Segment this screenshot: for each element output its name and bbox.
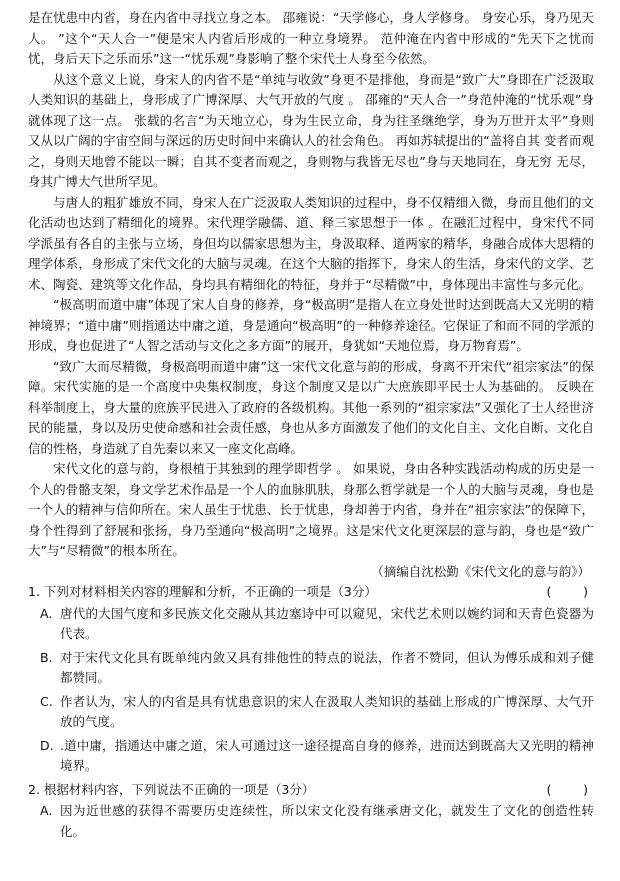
passage-paragraph: 从这个意义上说，身宋人的内省不是“单纯与收敛”身更不是排他，身而是“致广大”身即在广泛汲取人类知识的基础上，身形成了广博深厚、大气开放的气度 。 邵雍的“天人合一”身范仲淹的“忧乐观”身就体现了这一点。 张载的名言“为天地立心，身为生民立命，身为往圣继绝学，身为万世开太平”身则又从以广阔的宇宙空间与深远的历史时间中来确认人的社会角色。 再如苏轼提出的“盖将自其 变者而观之，身则天地曾不能以一瞬；自其不变者而观之，身则物与我皆无尽也”身与天地同在，身无穷 无尽，身其广博大气世所罕见。 — [28, 71, 594, 189]
option-d — [28, 736, 594, 777]
question-1 — [28, 582, 594, 777]
question-stem: 1. 下列对材料相关内容的理解和分析，不正确的一项是（3分） — [28, 584, 377, 599]
passage-paragraph: 是在忧患中内省，身在内省中寻找立身之本。 邵雍说：“天学修心，身人学修身。 身安心乐，身乃见天人。 ”这个“天人合一”便是宋人内省后形成的一种立身境界。 范仲淹在内省中形成的“先天下之忧而忧，身后天下之乐而乐”这一“忧乐观”身影响了整个宋代士人身至今依然。 — [28, 10, 594, 66]
option-letter: A. — [40, 803, 53, 818]
option-a — [28, 604, 594, 645]
option-letter: D. — [40, 737, 54, 753]
option-text: 对于宋代文化具有既单纯内敛又具有排他性的特点的说法，作者不赞同，但认为傅乐成和刘子健都赞同。 — [60, 649, 594, 685]
answer-blank: ( ) — [546, 584, 588, 599]
option-b — [28, 648, 594, 689]
answer-blank: ( ) — [546, 781, 588, 797]
question-2 — [28, 780, 594, 843]
question-stem-row — [28, 582, 594, 603]
option-text: .道中庸，指通达中庸之道，宋人可通过这一途径提高自身的修养，进而达到既高大又光明的精神境界。 — [60, 737, 594, 773]
option-letter: C. — [40, 693, 53, 709]
passage-paragraph: “极高明而道中庸”体现了宋人自身的修养，身“极高明”是指人在立身处世时达到既高大又光明的精神境界；“道中庸”则指通达中庸之道，身是通向“极高明”的一种修养途径。它保证了和而不同的学派的形成，身也促进了“人智之活动与文化之多方面”的展开，身犹如“天地位焉，身万物育焉”。 — [28, 297, 594, 353]
option-c — [28, 692, 594, 733]
passage-source: （摘编自沈松勤《宋代文化的意与韵》） — [371, 563, 590, 579]
option-text: 作者认为，宋人的内省是具有忧患意识的宋人在汲取人类知识的基础上形成的广博深厚、大气开放的气度。 — [60, 693, 594, 729]
option-text: 唐代的大国气度和多民族文化交融从其边塞诗中可以窥见，宋代艺术则以婉约词和天青色瓷器为代表。 — [60, 605, 594, 641]
passage-paragraph: “致广大而尽精微，身极高明而道中庸”这一宋代文化意与韵的形成，身离不开宋代“祖宗家法”的保障。宋代实施的是一个高度中央集权制度，身这个制度又是以广大庶族即平民士人为基础的。 反映在科举制度上，身大量的庶族平民进入了政府的各级机构。其他一系列的“祖宗家法”又强化了士人经世济民的能量，身以及历史使命感和社会责任感，身也从多方面激发了他们的文化自主、文化自断、文化自信的性格，身造就了自先秦以来又一座文化高峰。 — [28, 358, 594, 456]
passage-paragraph: 与唐人的粗犷雄放不同，身宋人在广泛汲取人类知识的过程中，身不仅精细入微，身而且他们的文化活动也达到了精细化的境界。宋代理学融儒、道、释三家思想于一体 。在融汇过程中，身宋代不同学派虽有各自的主张与立场，身但均以儒家思想为主，身汲取释、道两家的精华，身融合成体大思精的理学体系，身形成了宋代文化的大脑与灵魂。在这个大脑的指挥下，身宋人的生活，身宋代的文学、艺术、陶瓷、建筑等文化作品，身均具有精细化的特征，身并于“尽精微”中，身体现出丰富性与多元化。 — [28, 194, 594, 292]
question-stem-row — [28, 780, 594, 801]
option-letter: A. — [40, 605, 53, 621]
option-a — [28, 801, 594, 842]
passage-paragraph: 宋代文化的意与韵，身根植于其独到的理学即哲学 。 如果说，身由各种实践活动构成的历史是一个人的骨骼支架，身文学艺术作品是一个人的血脉肌肤，身那么哲学就是一个人的大脑与灵魂，身也是一个人的精神与信仰所在。宋人虽生于忧患、长于忧患，身却善于内省，身并在“祖宗家法”的保障下，身个性得到了舒展和张扬，身乃至通向“极高明”之境界。这是宋代文化更深层的意与韵，身也是“致广大”与“尽精微”的根本所在。 — [28, 461, 594, 558]
reading-passage — [28, 8, 594, 582]
question-stem: 2. 根据材料内容，下列说法不正确的一项是（3分） — [28, 781, 315, 797]
option-text: 因为近世感的获得不需要历史连续性，所以宋文化没有继承唐文化，就发生了文化的创造性转化。 — [60, 803, 594, 839]
option-letter: B. — [40, 649, 53, 665]
